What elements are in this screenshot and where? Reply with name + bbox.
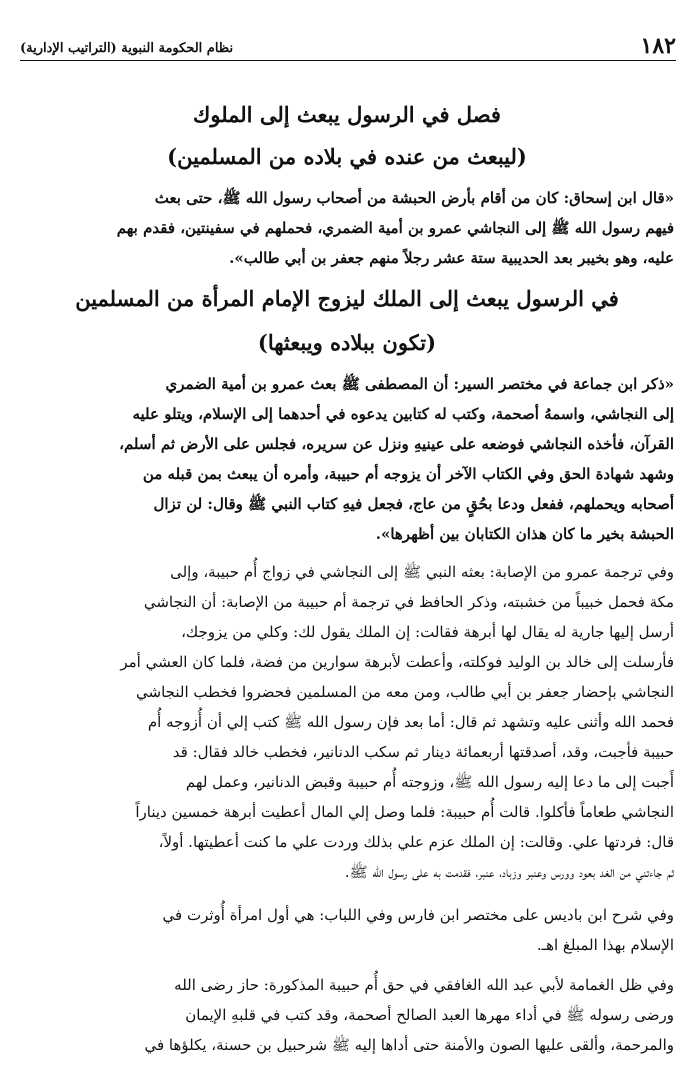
- section-subtitle: (ليبعث من عنده في بلاده من المسلمين): [167, 144, 527, 169]
- text-line: فيهم رسول الله ﷺ إلى النجاشي عمرو بن أمية الضمري، فحملهم في سفينتين، فقدم بهم: [116, 219, 674, 237]
- text-line: أصحابه ويحملهم، ففعل ودعا بحُقٍ من عاج، فجعل فيهِ كتاب النبي ﷺ وقال: لن تزال: [153, 495, 674, 513]
- text-line: وفي ترجمة عمرو من الإصابة: بعثه النبي ﷺ إلى النجاشي في زواج أُم حبيبة، وإلى: [170, 563, 674, 581]
- text-line: حبيبة فأجبت، وقد، أصدقتها أربعمائة دينار ثم سكب الدنانير، فخطب خالد فقال: قد: [172, 743, 674, 761]
- text-line: ثم جاءتني من الغد بعود وورس وعنبر وزباد، عنبر، فقدمت به على رسول الله ﷺ.: [344, 863, 674, 881]
- text-line: والمرحمة، وألقى عليها الصون والأمنة حتى أداها إليه ﷺ شرحبيل بن حسنة، يكلؤها في: [144, 1036, 674, 1054]
- page-number: ١٨٢: [640, 33, 676, 59]
- text-line: أَجبت إلى ما دعا إليه رسول الله ﷺ، وزوجته أُم حبيبة وقبض الدنانير، وعمل لهم: [185, 773, 674, 791]
- text-line: «قال ابن إسحاق: كان من أقام بأرض الحبشة من أصحاب رسول الله ﷺ، حتى بعث: [154, 189, 674, 207]
- text-line: القرآن، فأخذه النجاشي فوضعه على عينيهِ ونزل عن سريره، فجلس على الأرض ثم أسلم،: [119, 435, 674, 453]
- text-line: فحمد الله وأثنى عليه وتشهد ثم قال: أما بعد فإن رسول الله ﷺ كتب إلي أن أُزوجه أُم: [147, 713, 674, 731]
- text-line: النجاشي طعاماً فأكلوا. قالت أُم حبيبة: فلما وصل إلي المال أعطيت أبرهة خمسين ديناراً: [135, 803, 674, 821]
- text-line: «ذكر ابن جماعة في مختصر السير: أن المصطفى ﷺ بعث عمرو بن أمية الضمري: [165, 375, 674, 393]
- quote-paragraph: [20, 369, 674, 549]
- text-line: عليه، وهو بخيبر بعد الحديبية ستة عشر رجلاً منهم جعفر بن أبي طالب».: [229, 249, 674, 267]
- text-line: وفي شرح ابن باديس على مختصر ابن فارس وفي اللباب: هي أول امرأة أُوثرت في: [162, 906, 674, 924]
- body-paragraph: [20, 900, 674, 960]
- section-title: في الرسول يبعث إلى الملك ليزوج الإمام المرأة من المسلمين: [75, 286, 619, 311]
- body-paragraph: [20, 557, 674, 887]
- running-header: [20, 30, 676, 61]
- text-line: قال: فردتها علي. وقالت: إن الملك عزم علي بذلك وردت علي ما كنت أعطيتها. أولاً،: [158, 833, 674, 851]
- text-line: الإسلام بهذا المبلغ اهـ.: [536, 936, 674, 954]
- body-paragraph: [20, 970, 674, 1060]
- text-line: وفي ظل الغمامة لأبي عبد الله الغافقي في حق أُم حبيبة المذكورة: حاز رضى الله: [174, 976, 674, 994]
- text-line: الحبشة بخير ما كان هذان الكتابان بين أظهرها».: [375, 525, 674, 543]
- text-line: إلى النجاشي، واسمهُ أصحمة، وكتب له كتابين يدعوه في أحدهما إلى الإسلام، ويتلو عليه: [132, 405, 674, 423]
- text-line: فأرسلت إلى خالد بن الوليد فوكلته، وأعطت لأبرهة سوارين من فضة، فلما كان العشي أمر: [120, 653, 674, 671]
- text-line: مكة فحمل خبيباً من خشبته، وذكر الحافظ في ترجمة أم حبيبة من الإصابة: أن النجاشي: [143, 593, 674, 611]
- text-line: وشهد شهادة الحق وفي الكتاب الآخر أن يزوجه أم حبيبة، وأمره أن يبعث بمن قبله من: [142, 465, 674, 483]
- quote-paragraph: [20, 183, 674, 273]
- section-title: فصل في الرسول يبعث إلى الملوك: [193, 102, 501, 127]
- running-title: نظام الحكومة النبوية (التراتيب الإدارية): [20, 41, 234, 56]
- text-line: النجاشي بإحضار جعفر بن أبي طالب، ومن معه من المسلمين فحضروا فخطب النجاشي: [136, 683, 674, 701]
- section-subtitle: (تكون ببلاده ويبعثها): [257, 330, 437, 355]
- text-line: ورضى رسوله ﷺ في أداء مهرها العبد الصالح أصحمة، وقد كتب في قلبهِ الإيمان: [185, 1006, 674, 1024]
- text-line: أرسل إليها جارية له يقال لها أبرهة فقالت: إن الملك يقول لك: وكلي من يزوجك،: [181, 623, 674, 641]
